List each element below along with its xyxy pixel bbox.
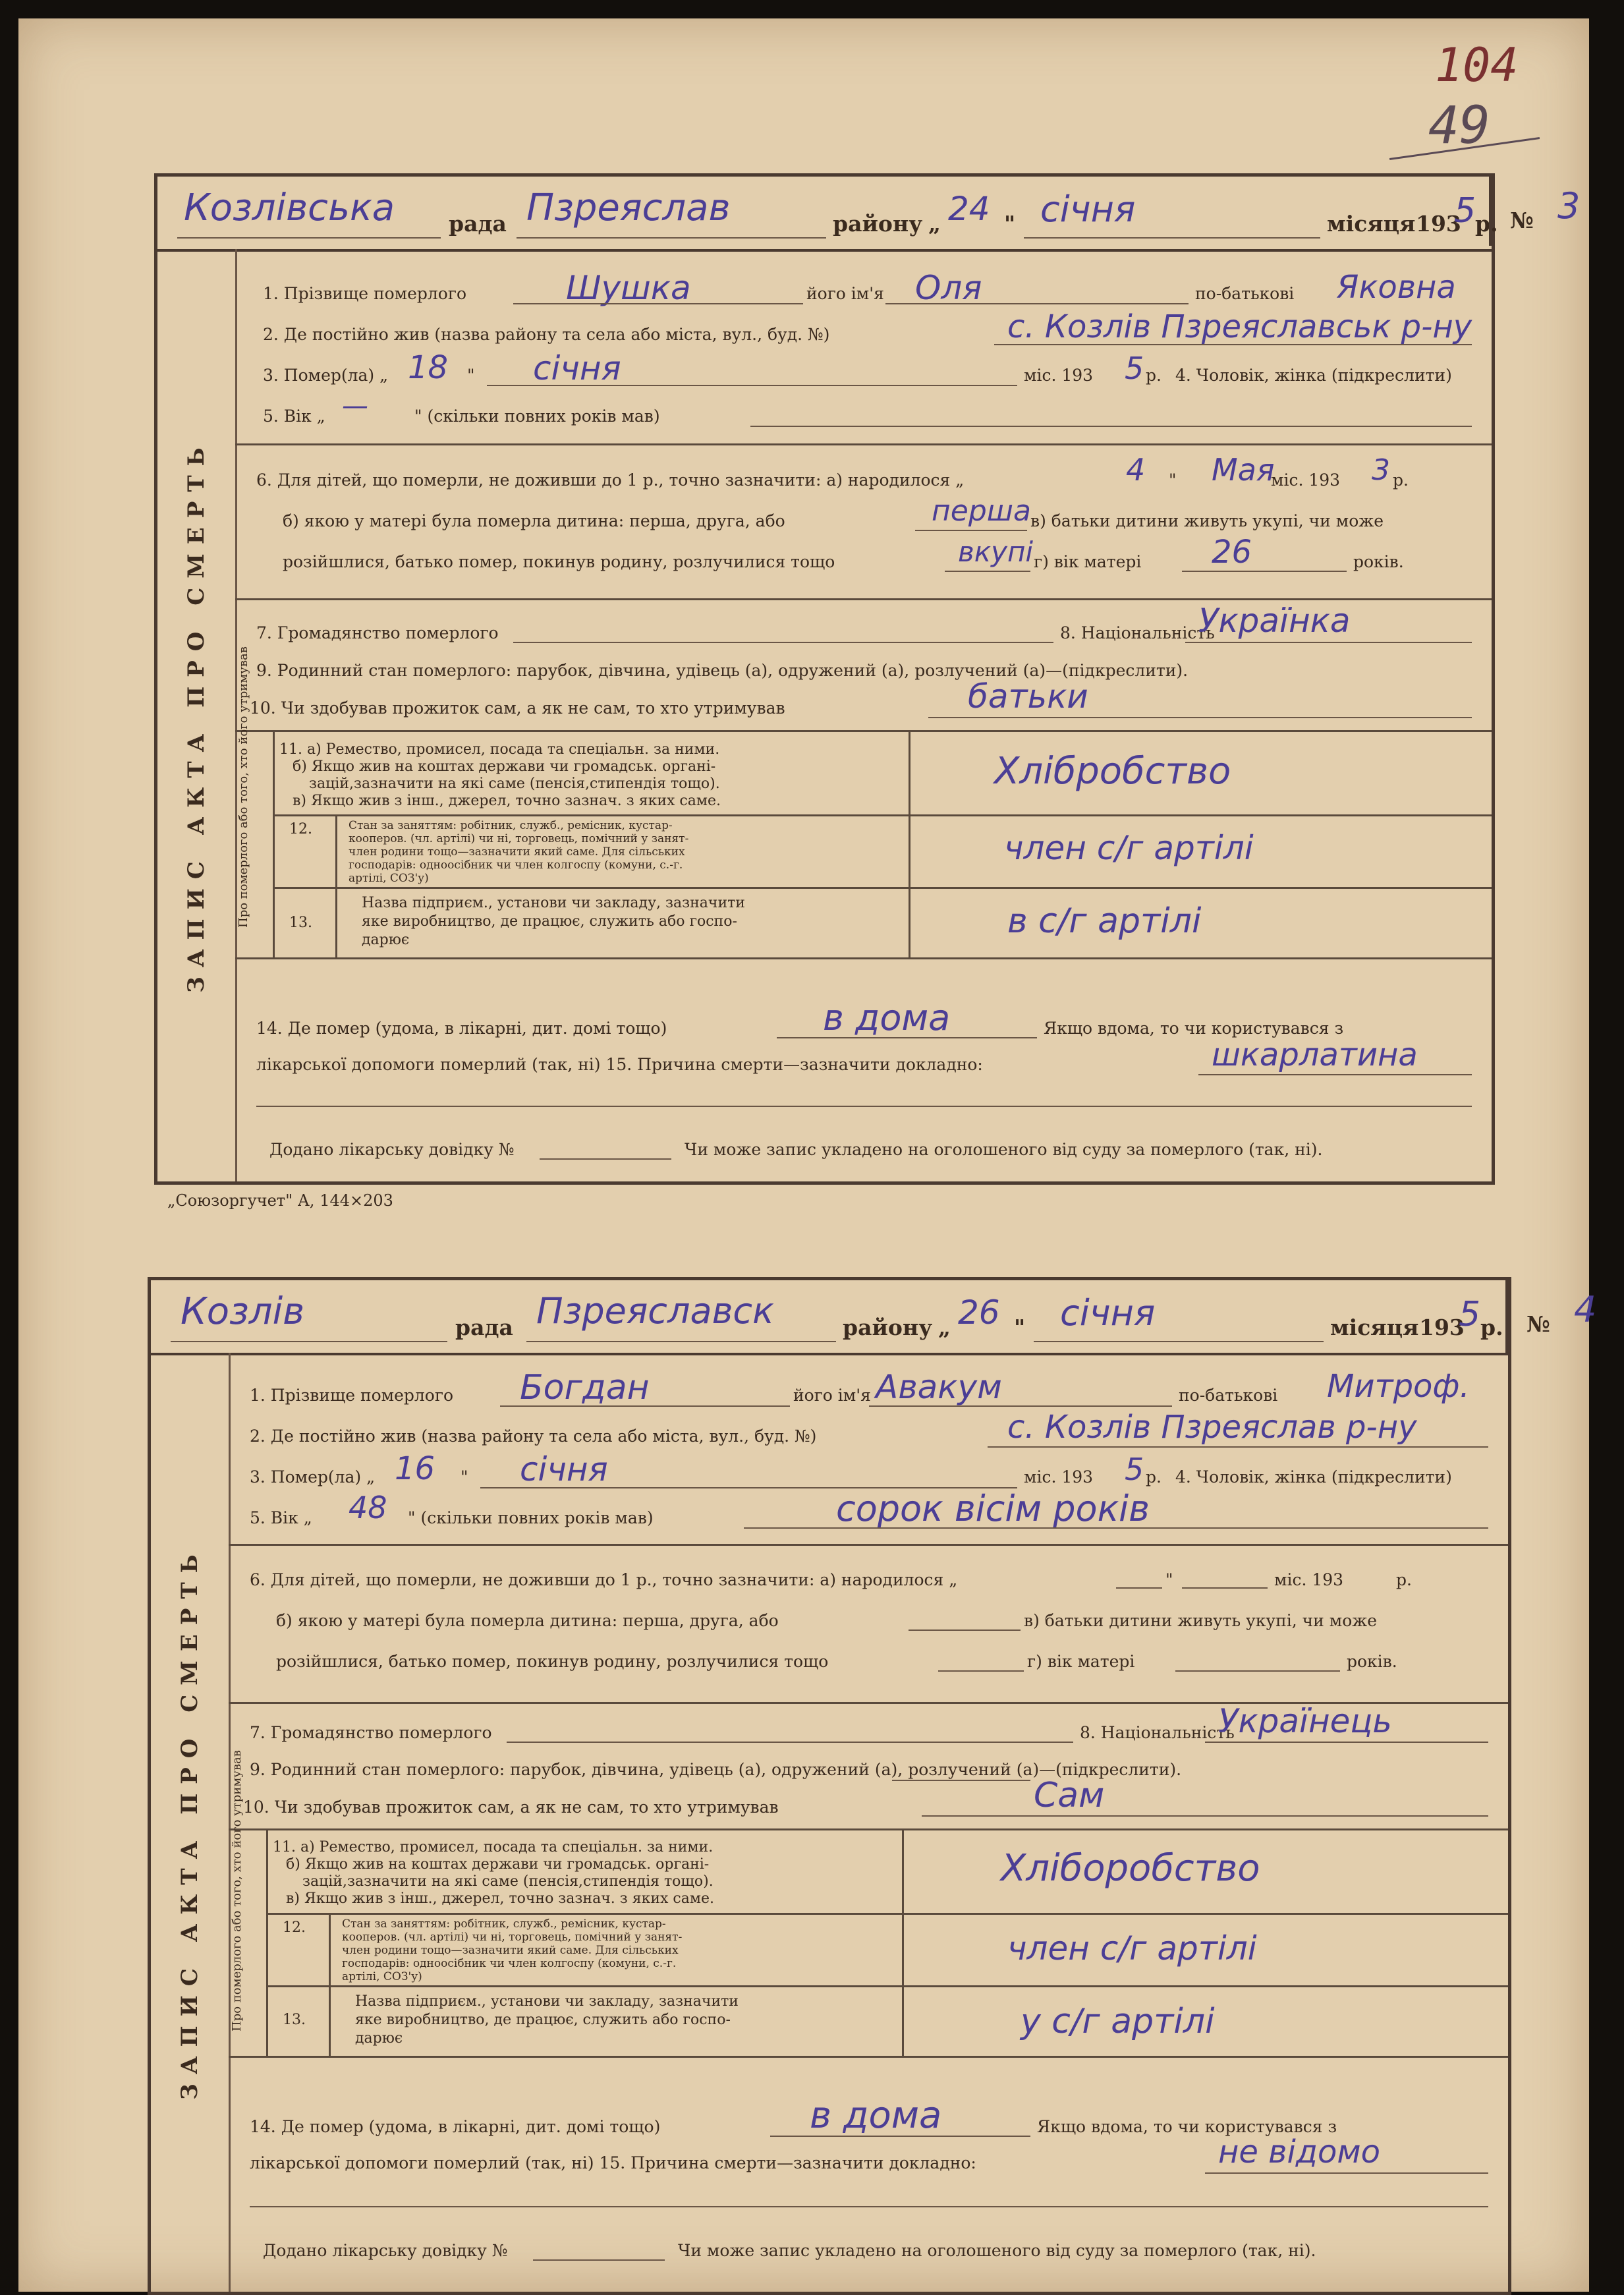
f12-line2: кооперов. (чл. артілі) чи ні, торговець, помічний у занят- bbox=[349, 832, 689, 845]
age: — bbox=[342, 391, 368, 421]
mother-age: 26 bbox=[1212, 534, 1252, 571]
f5-after-label-2: " (скільки повних років мав) bbox=[408, 1508, 654, 1527]
f8-label-2: 8. Національність bbox=[1080, 1723, 1235, 1742]
cause-of-death-2: не відомо bbox=[1218, 2134, 1380, 2170]
record-month: січня bbox=[1040, 188, 1136, 230]
f3-label-2: 3. Помер(ла) „ bbox=[250, 1467, 376, 1487]
f13-line1-2: Назва підприєм., установи чи закладу, зазначити bbox=[355, 1993, 739, 2010]
death-month-2: січня bbox=[520, 1450, 608, 1488]
nationality: Українка bbox=[1198, 602, 1351, 640]
cause-of-death: шкарлатина bbox=[1212, 1036, 1418, 1073]
death-day-2: 16 bbox=[395, 1450, 435, 1487]
f6-year-suffix-2: р. bbox=[1396, 1570, 1412, 1589]
quote-open-2: „ bbox=[938, 1315, 951, 1340]
occupation-status: член с/г артілі bbox=[1004, 829, 1254, 867]
supported-by-2: Сам bbox=[1034, 1776, 1105, 1815]
f11c-label: в) Якщо жив з інш., джерел, точно зазнач. з яких саме. bbox=[293, 793, 721, 809]
f12-line5: артілі, СОЗ'у) bbox=[349, 872, 429, 885]
f6-line2b-label-2: в) батьки дитини живуть укупі, чи може bbox=[1024, 1611, 1378, 1630]
occupation-2: Хліборобство bbox=[1001, 1847, 1260, 1890]
f12-number: 12. bbox=[289, 821, 312, 837]
f12-line1: Стан за заняттям: робітник, служб., ремісник, кустар- bbox=[349, 819, 673, 832]
f3-quote: " bbox=[467, 366, 475, 385]
f6-mother-age-label-2: г) вік матері bbox=[1027, 1652, 1135, 1671]
f12-line3-2: член родини тощо—зазначити який саме. Для сільських bbox=[342, 1944, 679, 1957]
f14b-label: Якщо вдома, то чи користувався з bbox=[1044, 1019, 1344, 1038]
paper-sheet bbox=[18, 18, 1597, 2292]
death-month: січня bbox=[533, 349, 621, 387]
quote-close-2: " bbox=[1014, 1315, 1026, 1340]
court-question-label-2: Чи може запис укладено на оголошеного від суду за померлого (так, ні). bbox=[678, 2241, 1316, 2260]
f5-label-2: 5. Вік „ bbox=[250, 1508, 312, 1527]
f13-line3: дарює bbox=[362, 932, 410, 948]
year-prefix: 193 bbox=[1416, 211, 1461, 237]
f6-line2-label: б) якою у матері була померла дитина: перша, друга, або bbox=[283, 511, 785, 530]
f12-line4-2: господарів: одноосібник чи член колгоспу (комуни, с.-г. bbox=[342, 1957, 677, 1970]
side-title-column bbox=[157, 249, 237, 1181]
f6-month-label-2: міс. 193 bbox=[1274, 1570, 1344, 1589]
number-label-2: № bbox=[1526, 1311, 1550, 1337]
f4-label-2: 4. Чоловік, жінка (підкреслити) bbox=[1175, 1467, 1452, 1487]
f6-year-suffix: р. bbox=[1393, 470, 1409, 490]
f6-years-label: років. bbox=[1353, 552, 1404, 571]
residence: с. Козлів Пзреяславськ р-ну bbox=[1007, 308, 1472, 345]
death-year-digit: 5 bbox=[1125, 351, 1144, 386]
record-day: 24 bbox=[948, 190, 990, 228]
f6-line2b-label: в) батьки дитини живуть укупі, чи може bbox=[1030, 511, 1384, 530]
district-name: Пзреяслав bbox=[526, 186, 731, 229]
district-label: району bbox=[833, 211, 923, 237]
f9-label: 9. Родинний стан померлого: парубок, дівчина, удівець (а), одружений (а), розлучений (а)—(підкреслити). bbox=[256, 661, 1189, 680]
printer-mark: „Союзоргучет" А, 144×203 bbox=[167, 1191, 393, 1210]
given-name: Оля bbox=[915, 269, 982, 307]
record-year-digit: 5 bbox=[1454, 191, 1476, 231]
age-2: 48 bbox=[349, 1490, 387, 1525]
court-question-label: Чи може запис укладено на оголошеного від суду за померлого (так, ні). bbox=[685, 1140, 1323, 1159]
occupation: Хлібробство bbox=[994, 750, 1231, 793]
f5-after-label: " (скільки повних років мав) bbox=[414, 407, 660, 426]
record-month-2: січня bbox=[1060, 1292, 1156, 1334]
side-small-label: Про померлого або того, хто його утримував bbox=[237, 646, 250, 928]
f3-month-label-2: міс. 193 bbox=[1024, 1467, 1094, 1487]
patronymic: Яковна bbox=[1337, 269, 1456, 306]
form-header bbox=[157, 177, 1581, 252]
f11b2-label: зацій,зазначити на які саме (пенсія,стипендія тощо). bbox=[309, 776, 720, 792]
workplace: в с/г артілі bbox=[1007, 901, 1202, 941]
age-words-2: сорок вісім років bbox=[836, 1488, 1150, 1529]
workplace-2: у с/г артілі bbox=[1021, 2002, 1215, 2041]
council-name-2: Козлів bbox=[181, 1290, 305, 1333]
number-label: № bbox=[1510, 208, 1534, 233]
f6-line3-label: розійшлися, батько помер, покинув родину, розлучилися тощо bbox=[283, 552, 835, 571]
doctor-note-label-2: Додано лікарську довідку № bbox=[263, 2241, 508, 2260]
f12-number-2: 12. bbox=[283, 1919, 306, 1936]
record-year-digit-2: 5 bbox=[1459, 1295, 1481, 1334]
folio-number-bottom: 49 bbox=[1428, 96, 1490, 156]
f13-line2: яке виробництво, де працює, служить або госпо- bbox=[362, 913, 737, 930]
birth-year-digit: 3 bbox=[1372, 453, 1390, 487]
place-of-death: в дома bbox=[823, 997, 951, 1038]
surname-2: Богдан bbox=[520, 1368, 650, 1407]
record-day-2: 26 bbox=[958, 1293, 1000, 1332]
f13-line1: Назва підприєм., установи чи закладу, зазначити bbox=[362, 895, 745, 911]
surname: Шушка bbox=[566, 269, 691, 307]
council-name: Козлівська bbox=[184, 186, 395, 229]
f10-label-2: 10. Чи здобував прожиток сам, а як не сам, то хто утримував bbox=[243, 1798, 779, 1817]
supported-by: батьки bbox=[968, 677, 1088, 716]
month-label: місяця bbox=[1327, 211, 1416, 237]
f1-patronymic-label: по-батькові bbox=[1195, 284, 1295, 303]
f14c-label-2: лікарської допомоги померлий (так, ні) 15. Причина смерти—зазначити докладно: bbox=[250, 2153, 976, 2172]
f6-line1-label: 6. Для дітей, що померли, не доживши до 1 р., точно зазначити: а) народилося „ bbox=[256, 470, 965, 490]
side-title: ЗАПИС АКТА ПРО СМЕРТЬ bbox=[183, 438, 210, 993]
f3-label: 3. Помер(ла) „ bbox=[263, 366, 389, 385]
f4-label: 4. Чоловік, жінка (підкреслити) bbox=[1175, 366, 1452, 385]
record-number-box-2 bbox=[1505, 1277, 1624, 1353]
f8-label: 8. Національність bbox=[1060, 623, 1215, 642]
f13-number: 13. bbox=[289, 915, 312, 931]
f12-line5-2: артілі, СОЗ'у) bbox=[342, 1970, 422, 1983]
f3-quote-2: " bbox=[461, 1467, 468, 1487]
nationality-2: Українець bbox=[1218, 1702, 1392, 1740]
residence-2: с. Козлів Пзреяслав р-ну bbox=[1007, 1409, 1417, 1446]
patronymic-2: Митроф. bbox=[1327, 1368, 1470, 1405]
f3-year-suffix: р. bbox=[1146, 366, 1162, 385]
side-title-2: ЗАПИС АКТА ПРО СМЕРТЬ bbox=[177, 1544, 203, 2100]
place-of-death-2: в дома bbox=[810, 2094, 942, 2137]
f1-label-2: 1. Прізвище померлого bbox=[250, 1386, 453, 1405]
f12-line3: член родини тощо—зазначити який саме. Для сільських bbox=[349, 845, 685, 859]
death-record-form-2 bbox=[148, 1277, 1597, 2295]
quote-close: " bbox=[1004, 211, 1016, 237]
district-label-2: району bbox=[843, 1315, 933, 1340]
folio-number-top: 104 bbox=[1435, 38, 1519, 92]
f6-month-label: міс. 193 bbox=[1271, 470, 1341, 490]
f11b-label: б) Якщо жив на коштах держави чи громадськ. органі- bbox=[293, 758, 716, 775]
f11c-label-2: в) Якщо жив з інш., джерел, точно зазнач. з яких саме. bbox=[286, 1890, 714, 1907]
f6-quote: " bbox=[1169, 470, 1177, 490]
f6-quote-2: " bbox=[1165, 1570, 1173, 1589]
child-order: перша bbox=[932, 494, 1031, 528]
side-small-label-2: Про померлого або того, хто його утримував bbox=[230, 1750, 244, 2031]
f1-label: 1. Прізвище померлого bbox=[263, 284, 466, 303]
death-day: 18 bbox=[408, 349, 449, 386]
f6-years-label-2: років. bbox=[1347, 1652, 1397, 1671]
birth-month: Мая bbox=[1212, 452, 1275, 488]
f11a-label: 11. а) Ремество, промисел, посада та спеціальн. за ними. bbox=[279, 741, 720, 758]
f13-line3-2: дарює bbox=[355, 2030, 403, 2047]
death-year-digit-2: 5 bbox=[1125, 1452, 1144, 1487]
f11a-label-2: 11. а) Ремество, промисел, посада та спеціальн. за ними. bbox=[273, 1839, 714, 1856]
f13-line2-2: яке виробництво, де працює, служить або госпо- bbox=[355, 2012, 731, 2028]
f6-line3-label-2: розійшлися, батько помер, покинув родину, розлучилися тощо bbox=[276, 1652, 829, 1671]
year-suffix: р. bbox=[1475, 211, 1498, 237]
f12-line2-2: кооперов. (чл. артілі) чи ні, торговець, помічний у занят- bbox=[342, 1931, 683, 1944]
quote-open: „ bbox=[928, 211, 941, 237]
f6-line1-label-2: 6. Для дітей, що померли, не доживши до 1 р., точно зазначити: а) народилося „ bbox=[250, 1570, 958, 1589]
f7-label-2: 7. Громадянство померлого bbox=[250, 1723, 492, 1742]
doctor-note-label: Додано лікарську довідку № bbox=[269, 1140, 515, 1159]
f9-label-2: 9. Родинний стан померлого: парубок, дівчина, удівець (а), одружений (а), розлучений (а)—(підкреслити). bbox=[250, 1760, 1182, 1779]
married-underline bbox=[892, 1780, 1030, 1781]
record-number-2: 4 bbox=[1574, 1289, 1597, 1330]
side-title-column-2 bbox=[151, 1353, 231, 2292]
f12-line4: господарів: одноосібник чи член колгоспу (комуни, с.-г. bbox=[349, 859, 683, 872]
record-number: 3 bbox=[1557, 185, 1581, 227]
occupation-status-2: член с/г артілі bbox=[1007, 1929, 1257, 1968]
year-prefix-2: 193 bbox=[1419, 1315, 1465, 1340]
f7-label: 7. Громадянство померлого bbox=[256, 623, 499, 642]
f1-patronymic-label-2: по-батькові bbox=[1179, 1386, 1278, 1405]
parents-status: вкупі bbox=[958, 536, 1034, 568]
f3-year-suffix-2: р. bbox=[1146, 1467, 1162, 1487]
month-label-2: місяця bbox=[1330, 1315, 1419, 1340]
f14c-label: лікарської допомоги померлий (так, ні) 15. Причина смерти—зазначити докладно: bbox=[256, 1055, 983, 1074]
f3-month-label: міс. 193 bbox=[1024, 366, 1094, 385]
record-number-box bbox=[1489, 173, 1608, 246]
year-suffix-2: р. bbox=[1480, 1315, 1503, 1340]
form-header-2 bbox=[151, 1280, 1597, 1355]
f14b-label-2: Якщо вдома, то чи користувався з bbox=[1037, 2117, 1337, 2136]
f2-label-2: 2. Де постійно жив (назва району та села або міста, вул., буд. №) bbox=[250, 1427, 817, 1446]
f11b2-label-2: зацій,зазначити на які саме (пенсія,стипендія тощо). bbox=[302, 1873, 714, 1890]
given-name-2: Авакум bbox=[876, 1368, 1002, 1406]
f5-label: 5. Вік „ bbox=[263, 407, 325, 426]
f2-label: 2. Де постійно жив (назва району та села або міста, вул., буд. №) bbox=[263, 325, 830, 344]
f6-line2-label-2: б) якою у матері була померла дитина: перша, друга, або bbox=[276, 1611, 779, 1630]
district-name-2: Пзреяславск bbox=[536, 1290, 774, 1332]
birth-day: 4 bbox=[1126, 452, 1146, 488]
f12-line1-2: Стан за заняттям: робітник, служб., ремісник, кустар- bbox=[342, 1917, 666, 1931]
f10-label: 10. Чи здобував прожиток сам, а як не сам, то хто утримував bbox=[250, 698, 785, 718]
f14-label: 14. Де помер (удома, в лікарні, дит. домі тощо) bbox=[256, 1019, 667, 1038]
f11b-label-2: б) Якщо жив на коштах держави чи громадськ. органі- bbox=[286, 1856, 710, 1873]
f13-number-2: 13. bbox=[283, 2012, 306, 2028]
f6-mother-age-label: г) вік матері bbox=[1034, 552, 1142, 571]
council-label: рада bbox=[449, 211, 507, 237]
f1-name-label-2: його ім'я bbox=[793, 1386, 871, 1405]
f14-label-2: 14. Де помер (удома, в лікарні, дит. домі тощо) bbox=[250, 2117, 661, 2136]
death-record-form-1 bbox=[154, 173, 1581, 1185]
f1-name-label: його ім'я bbox=[806, 284, 884, 303]
council-label-2: рада bbox=[455, 1315, 513, 1340]
